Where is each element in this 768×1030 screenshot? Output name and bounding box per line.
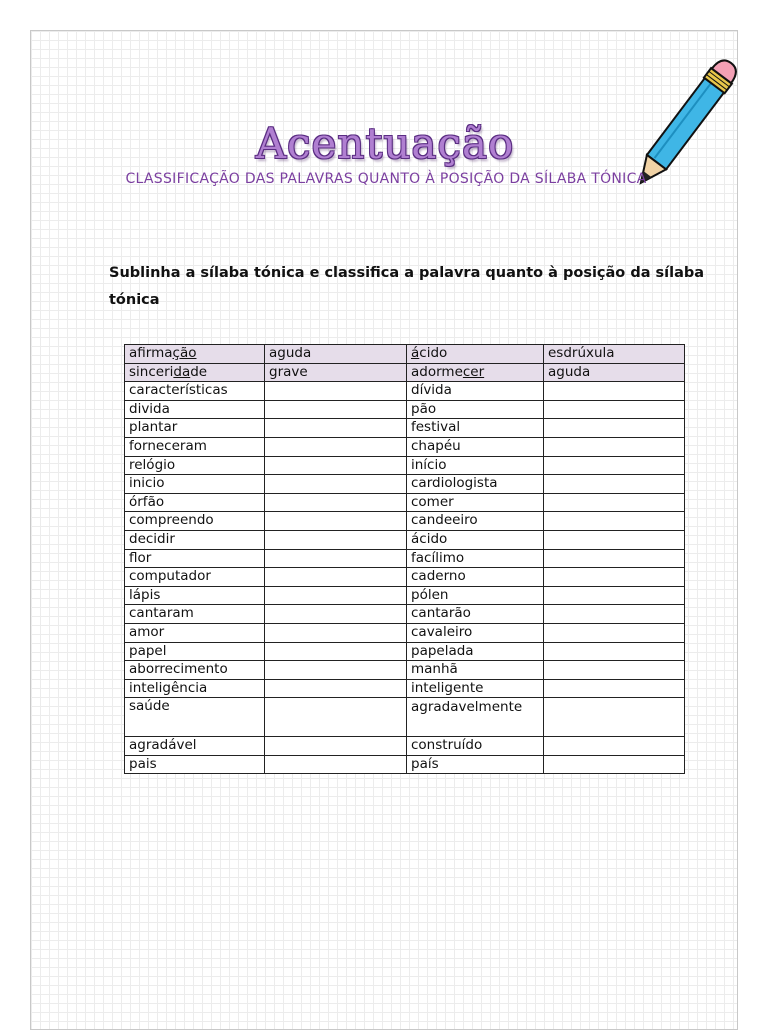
classification-cell[interactable] (265, 400, 407, 419)
word-cell: construído (407, 737, 544, 756)
classification-cell[interactable] (265, 755, 407, 774)
word-cell: comer (407, 493, 544, 512)
classification-cell[interactable] (544, 456, 685, 475)
stressed-syllable: á (411, 345, 420, 361)
word-cell: caderno (407, 568, 544, 587)
example-word-cell: sinceridade (125, 363, 265, 382)
word-cell: ácido (407, 530, 544, 549)
example-word-cell: adormecer (407, 363, 544, 382)
classification-cell[interactable] (544, 737, 685, 756)
table-row (125, 475, 685, 494)
classification-cell[interactable] (265, 737, 407, 756)
word-cell: forneceram (125, 437, 265, 456)
word-cell: candeeiro (407, 512, 544, 531)
table-row (125, 456, 685, 475)
classification-cell[interactable] (544, 419, 685, 438)
word-cell: início (407, 456, 544, 475)
table-row (125, 642, 685, 661)
word-cell: manhã (407, 661, 544, 680)
classification-cell[interactable] (544, 493, 685, 512)
classification-cell[interactable] (265, 475, 407, 494)
example-row (125, 363, 685, 382)
classification-cell[interactable] (265, 586, 407, 605)
word-cell: compreendo (125, 512, 265, 531)
stressed-syllable: cer (462, 363, 485, 380)
classification-cell[interactable] (265, 493, 407, 512)
table-row (125, 737, 685, 756)
classification-cell[interactable] (265, 512, 407, 531)
classification-cell[interactable] (544, 586, 685, 605)
word-cell: festival (407, 419, 544, 438)
table-row (125, 419, 685, 438)
page-subtitle: CLASSIFICAÇÃO DAS PALAVRAS QUANTO À POSIÇÃO DA SÍLABA TÓNICA (125, 171, 647, 187)
word-cell: lápis (125, 586, 265, 605)
classification-cell[interactable] (265, 642, 407, 661)
table-row (125, 661, 685, 680)
exercise-instruction: Sublinha a sílaba tónica e classifica a palavra quanto à posição da sílaba tónica (109, 265, 705, 308)
classification-cell[interactable] (544, 400, 685, 419)
example-word-cell: ácido (407, 345, 544, 364)
classification-cell[interactable] (265, 623, 407, 642)
classification-cell[interactable] (544, 642, 685, 661)
table-row (125, 512, 685, 531)
classification-cell[interactable] (544, 512, 685, 531)
word-cell: pão (407, 400, 544, 419)
classification-cell[interactable] (544, 475, 685, 494)
classification-cell[interactable] (265, 437, 407, 456)
word-cell: aborrecimento (125, 661, 265, 680)
table-row (125, 437, 685, 456)
classification-cell[interactable] (265, 605, 407, 624)
classification-cell[interactable] (265, 679, 407, 698)
table-row (125, 549, 685, 568)
classification-cell[interactable] (265, 568, 407, 587)
word-cell: divida (125, 400, 265, 419)
word-cell: papel (125, 642, 265, 661)
word-cell: chapéu (407, 437, 544, 456)
classification-cell[interactable] (265, 698, 407, 737)
stressed-syllable: da (173, 363, 191, 380)
table-row (125, 400, 685, 419)
classification-cell[interactable] (544, 661, 685, 680)
word-cell: facílimo (407, 549, 544, 568)
word-cell: agradavelmente (407, 698, 544, 737)
example-classification-cell: grave (265, 363, 407, 382)
worksheet-page (30, 30, 738, 1030)
example-classification-cell: aguda (265, 345, 407, 364)
word-cell: características (125, 382, 265, 401)
word-cell: inteligente (407, 679, 544, 698)
classification-cell[interactable] (265, 382, 407, 401)
table-row (125, 493, 685, 512)
classification-cell[interactable] (544, 755, 685, 774)
classification-cell[interactable] (544, 605, 685, 624)
table-row (125, 623, 685, 642)
word-cell: pólen (407, 586, 544, 605)
example-classification-cell: aguda (544, 363, 685, 382)
word-cell: país (407, 755, 544, 774)
word-cell: inteligência (125, 679, 265, 698)
table-row (125, 382, 685, 401)
word-cell: cavaleiro (407, 623, 544, 642)
word-cell: pais (125, 755, 265, 774)
stressed-syllable: ção (172, 345, 197, 361)
word-cell: decidir (125, 530, 265, 549)
word-cell: agradável (125, 737, 265, 756)
example-row (125, 345, 685, 364)
word-cell: relógio (125, 456, 265, 475)
word-cell: saúde (125, 698, 265, 737)
classification-cell[interactable] (265, 661, 407, 680)
classification-cell[interactable] (544, 437, 685, 456)
word-cell: computador (125, 568, 265, 587)
classification-cell[interactable] (544, 530, 685, 549)
example-word-cell: afirmação (125, 345, 265, 364)
word-cell: dívida (407, 382, 544, 401)
table-row (125, 568, 685, 587)
classification-cell[interactable] (265, 419, 407, 438)
classification-cell[interactable] (544, 679, 685, 698)
word-cell: órfão (125, 493, 265, 512)
table-row (125, 755, 685, 774)
word-cell: inicio (125, 475, 265, 494)
classification-cell[interactable] (265, 456, 407, 475)
table-row (125, 605, 685, 624)
word-cell: cantaram (125, 605, 265, 624)
table-row (125, 586, 685, 605)
classification-cell[interactable] (265, 549, 407, 568)
table-row (125, 530, 685, 549)
table-row (125, 679, 685, 698)
example-classification-cell: esdrúxula (544, 345, 685, 364)
words-table (124, 344, 685, 774)
classification-cell[interactable] (544, 382, 685, 401)
word-cell: plantar (125, 419, 265, 438)
word-cell: flor (125, 549, 265, 568)
page-title: Acentuação (255, 119, 515, 168)
word-cell: cantarão (407, 605, 544, 624)
classification-cell[interactable] (544, 568, 685, 587)
word-cell: papelada (407, 642, 544, 661)
classification-cell[interactable] (265, 530, 407, 549)
classification-cell[interactable] (544, 549, 685, 568)
classification-cell[interactable] (544, 698, 685, 737)
word-cell: cardiologista (407, 475, 544, 494)
table-row (125, 698, 685, 737)
classification-cell[interactable] (544, 623, 685, 642)
word-cell: amor (125, 623, 265, 642)
